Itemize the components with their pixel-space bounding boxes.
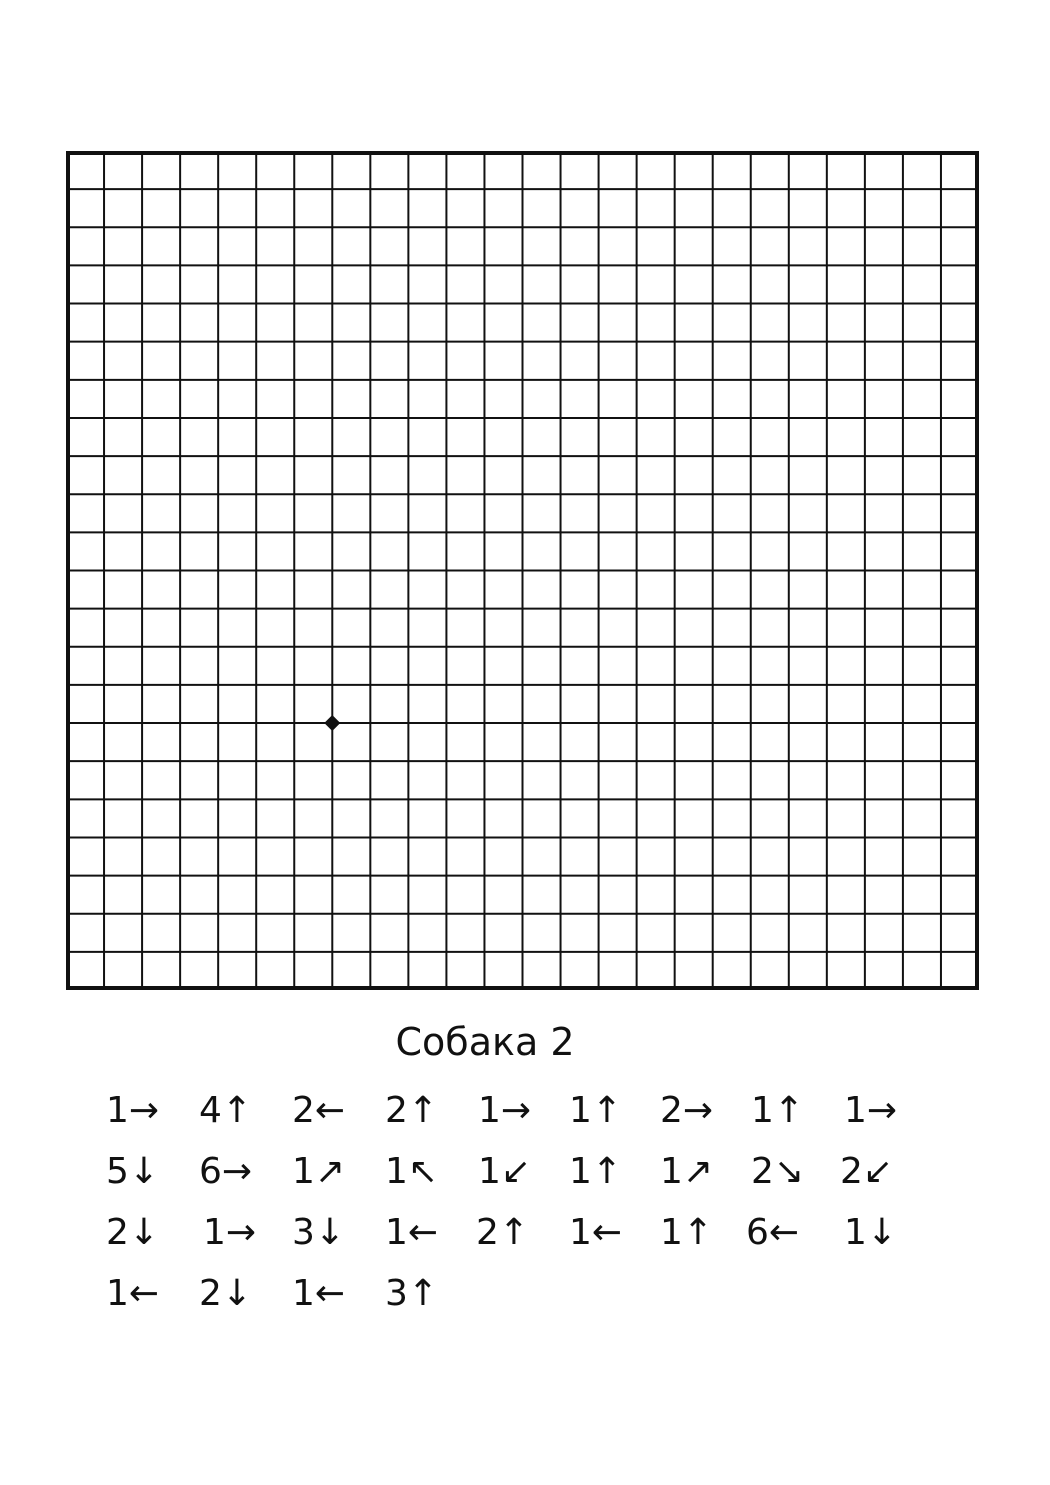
start-point-marker (324, 715, 340, 731)
step: 2↓ (106, 1212, 160, 1253)
step: 2↘ (751, 1151, 805, 1192)
step: 1↙ (478, 1151, 532, 1192)
step: 2↓ (199, 1273, 253, 1314)
step: 3↑ (385, 1273, 439, 1314)
step: 1↗ (292, 1151, 346, 1192)
step: 1← (292, 1273, 346, 1314)
step: 1→ (844, 1090, 898, 1131)
step: 4↑ (199, 1090, 253, 1131)
step: 2→ (660, 1090, 714, 1131)
step: 1← (385, 1212, 439, 1253)
step: 1↑ (660, 1212, 714, 1253)
step: 2↑ (385, 1090, 439, 1131)
step: 1→ (203, 1212, 257, 1253)
step: 1→ (106, 1090, 160, 1131)
step: 1→ (478, 1090, 532, 1131)
step: 1← (106, 1273, 160, 1314)
step: 1↑ (751, 1090, 805, 1131)
step: 1↓ (844, 1212, 898, 1253)
step: 2↑ (476, 1212, 530, 1253)
step: 1↑ (569, 1151, 623, 1192)
step: 5↓ (106, 1151, 160, 1192)
step: 1↑ (569, 1090, 623, 1131)
step: 2↙ (840, 1151, 894, 1192)
step: 6→ (199, 1151, 253, 1192)
page-title: Собака 2 (395, 1020, 575, 1064)
step: 1↗ (660, 1151, 714, 1192)
step: 2← (292, 1090, 346, 1131)
step: 1↖ (385, 1151, 439, 1192)
step: 6← (746, 1212, 800, 1253)
drawing-grid (66, 151, 979, 990)
step: 3↓ (292, 1212, 346, 1253)
step: 1← (569, 1212, 623, 1253)
